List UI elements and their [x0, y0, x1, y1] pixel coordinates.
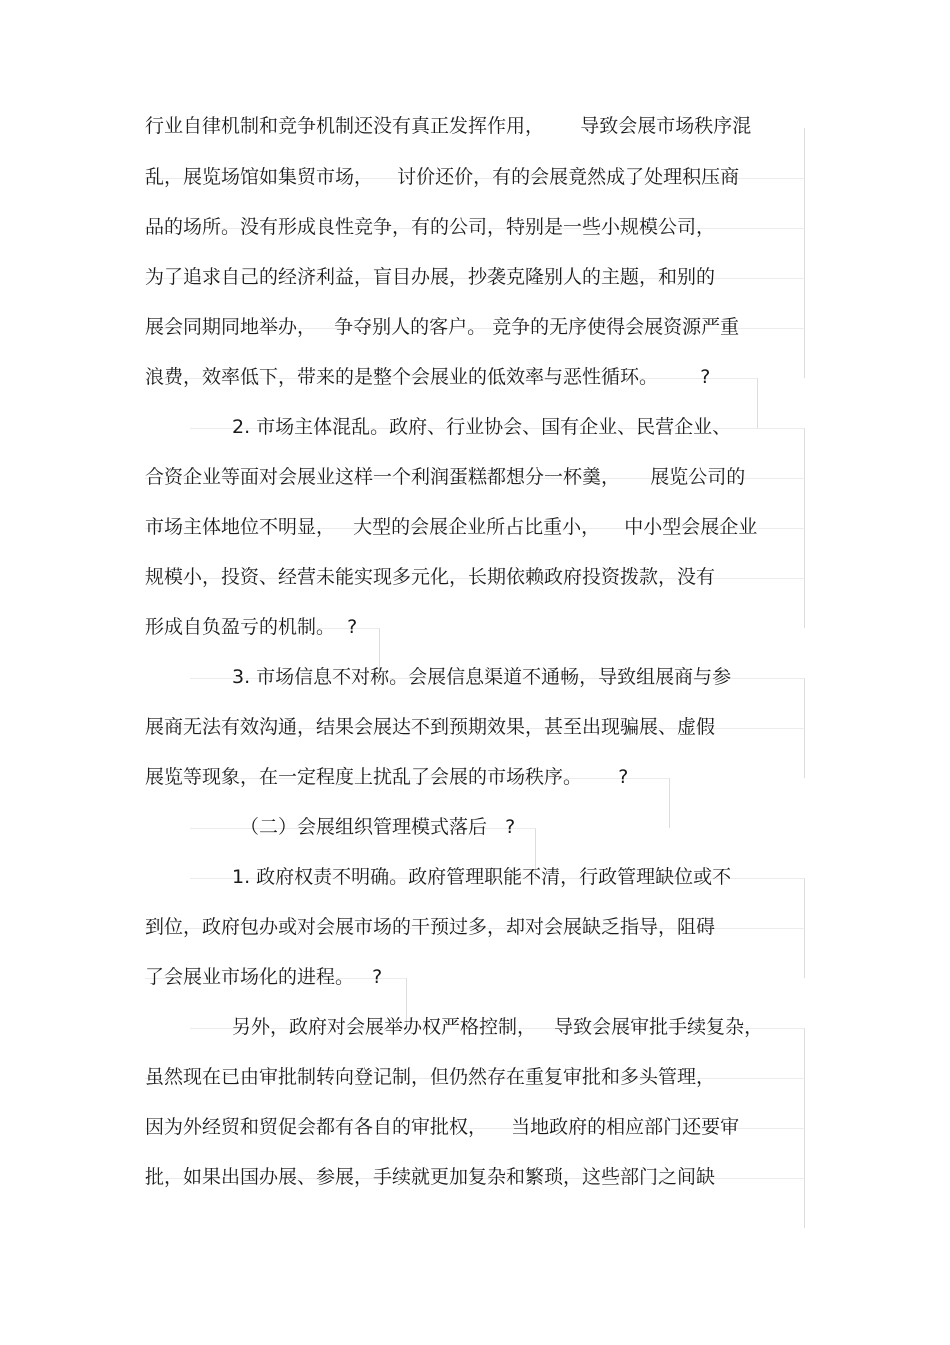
line-text: 3. 市场信息不对称。会展信息渠道不通畅，导致组展商与参 — [232, 666, 732, 688]
line-text: 浪费，效率低下，带来的是整个会展业的低效率与恶性循环。 ? — [145, 366, 711, 388]
line-text: 1. 政府权责不明确。政府管理职能不清，行政管理缺位或不 — [232, 866, 732, 888]
heading-text: （二）会展组织管理模式落后 ? — [240, 816, 516, 838]
line-text: 展会同期同地举办， 争夺别人的客户。 竞争的无序使得会展资源严重 — [145, 316, 740, 338]
line-text: 品的场所。没有形成良性竞争，有的公司，特别是一些小规模公司， — [145, 216, 716, 238]
line-text: 另外，政府对会展举办权严格控制， 导致会展审批手续复杂， — [232, 1016, 764, 1038]
line-text: 因为外经贸和贸促会都有各自的审批权， 当地政府的相应部门还要审 — [145, 1116, 740, 1138]
line-text: 形成自负盈亏的机制。 ? — [145, 616, 358, 638]
line-text: 批，如果出国办展、参展，手续就更加复杂和繁琐，这些部门之间缺 — [145, 1166, 716, 1188]
line-text: 为了追求自己的经济利益，盲目办展，抄袭克隆别人的主题，和别的 — [145, 266, 716, 288]
line-text: 市场主体地位不明显， 大型的会展企业所占比重小， 中小型会展企业 — [145, 516, 758, 538]
line-text: 到位，政府包办或对会展市场的干预过多，却对会展缺乏指导，阻碍 — [145, 916, 716, 938]
line-text: 虽然现在已由审批制转向登记制，但仍然存在重复审批和多头管理， — [145, 1066, 716, 1088]
line-text: 合资企业等面对会展业这样一个利润蛋糕都想分一杯羹， 展览公司的 — [145, 466, 746, 488]
line-text: 展览等现象，在一定程度上扰乱了会展的市场秩序。 ? — [145, 766, 629, 788]
line-text: 展商无法有效沟通，结果会展达不到预期效果，甚至出现骗展、虚假 — [145, 716, 716, 738]
line-text: 了会展业市场化的进程。 ? — [145, 966, 383, 988]
text-line — [145, 1166, 805, 1228]
line-text: 乱，展览场馆如集贸市场， 讨价还价，有的会展竟然成了处理积压商 — [145, 166, 740, 188]
line-text: 规模小，投资、经营未能实现多元化，长期依赖政府投资拨款，没有 — [145, 566, 716, 588]
line-text: 2. 市场主体混乱。政府、行业协会、国有企业、民营企业、 — [232, 416, 732, 438]
line-text: 行业自律机制和竞争机制还没有真正发挥作用， 导致会展市场秩序混 — [145, 115, 752, 137]
